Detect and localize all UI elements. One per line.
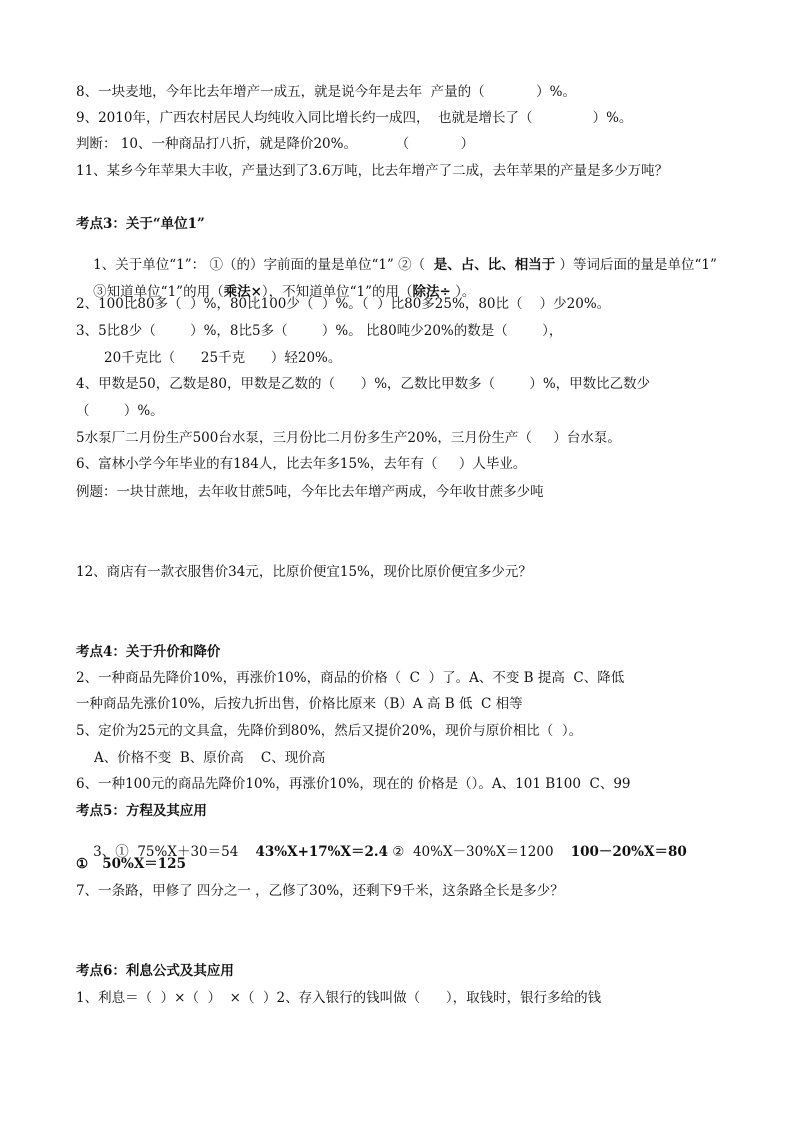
text-segment: ③知道单位“1”的用（: [93, 283, 224, 300]
text-segment: 3、① 75%X＋30＝54: [93, 843, 256, 860]
section-4-item-6: 6、一种100元的商品先降价10%，再涨价10%，现在的 价格是（）。A、101 B100 C、99: [76, 776, 631, 792]
section-3-item-4-line-2: （ ）%。: [76, 403, 164, 419]
text-segment: ）等词后面的量是单位“1”: [555, 256, 717, 273]
question-9: 9、2010年，广西农村居民人均纯收入同比增长约一成四， 也就是增长了（ ）%。: [76, 110, 633, 126]
bold-equation: 43%X+17%X＝2.4: [255, 843, 388, 860]
text-segment: ② 40%X－30%X＝1200: [387, 843, 571, 860]
section-5-equation: ① 50%X＝125: [76, 856, 186, 872]
section-4-title: 考点4：关于升价和降价: [76, 644, 221, 660]
bold-keywords: 是、占、比、相当于: [433, 256, 556, 273]
section-6-item-1: 1、利息＝（ ）×（ ） ×（ ）2、存入银行的钱叫做（ ），取钱时，银行多给的钱: [76, 990, 602, 1006]
section-3-example: 例题：一块甘蔗地，去年收甘蔗5吨，今年比去年增产两成，今年收甘蔗多少吨: [76, 484, 544, 500]
bold-equation: 100－20%X＝80: [570, 843, 687, 860]
section-3-item-6: 6、富林小学今年毕业的有184人，比去年多15%，去年有（ ）人毕业。: [76, 456, 527, 472]
section-4-item-5: 5、定价为25元的文具盒，先降价到80%，然后又提价20%，现价与原价相比（ ）。: [76, 723, 583, 739]
section-3-item-5: 5水泵厂二月份生产500台水泵，三月份比二月份多生产20%，三月份生产（ ）台水泵。: [76, 430, 621, 446]
section-3-item-4-line-1: 4、甲数是50，乙数是80，甲数是乙数的（ ）%，乙数比甲数多（ ）%，甲数比乙数少: [76, 376, 651, 392]
section-4-item-2: 2、一种商品先降价10%，再涨价10%，商品的价格（ C ）了。A、不变 B 提高 C、降低: [76, 670, 625, 686]
section-3-item-2: 2、100比80多（ ）%，80比100少（ ）%。（ ）比80多25%，80比（ ）少20%。: [76, 296, 611, 312]
section-3-item-3-line-2: 20千克比（ 25千克 ）轻20%。: [104, 350, 342, 366]
section-4-item: 一种商品先涨价10%，后按九折出售，价格比原来（B）A 高 B 低 C 相等: [76, 696, 523, 712]
section-5-title: 考点5：方程及其应用: [76, 803, 207, 819]
text-segment: ），不知道单位“1”的用（: [261, 283, 413, 300]
bold-multiply: 乘法×: [223, 283, 262, 300]
section-5-item-7: 7、一条路，甲修了 四分之一 ，乙修了30%，还剩下9千米，这条路全长是多少？: [76, 883, 564, 899]
text-segment: 1、关于单位“1”： ①（的）字前面的量是单位“1” ②（: [93, 256, 434, 273]
question-12: 12、商店有一款衣服售价34元，比原价便宜15%，现价比原价便宜多少元？: [76, 564, 532, 580]
bold-divide: 除法÷: [412, 283, 451, 300]
section-4-item-5-options: A、价格不变 B、原价高 C、现价高: [94, 750, 326, 766]
question-8: 8、一块麦地，今年比去年增产一成五，就是说今年是去年 产量的（ ）%。: [76, 84, 576, 100]
section-3-title: 考点3：关于“单位1”: [76, 216, 205, 232]
section-6-title: 考点6：利息公式及其应用: [76, 963, 234, 979]
judgment-question-10: 判断： 10、一种商品打八折，就是降价20%。 （ ）: [76, 136, 475, 152]
question-11: 11、某乡今年苹果大丰收，产量达到了3.6万吨，比去年增产了二成，去年苹果的产量是多少万吨？: [76, 163, 669, 179]
section-3-item-3-line-1: 3、5比8少（ ）%，8比5多（ ）%。 比80吨少20%的数是（ ），: [76, 323, 563, 339]
text-segment: ）。: [450, 283, 476, 300]
